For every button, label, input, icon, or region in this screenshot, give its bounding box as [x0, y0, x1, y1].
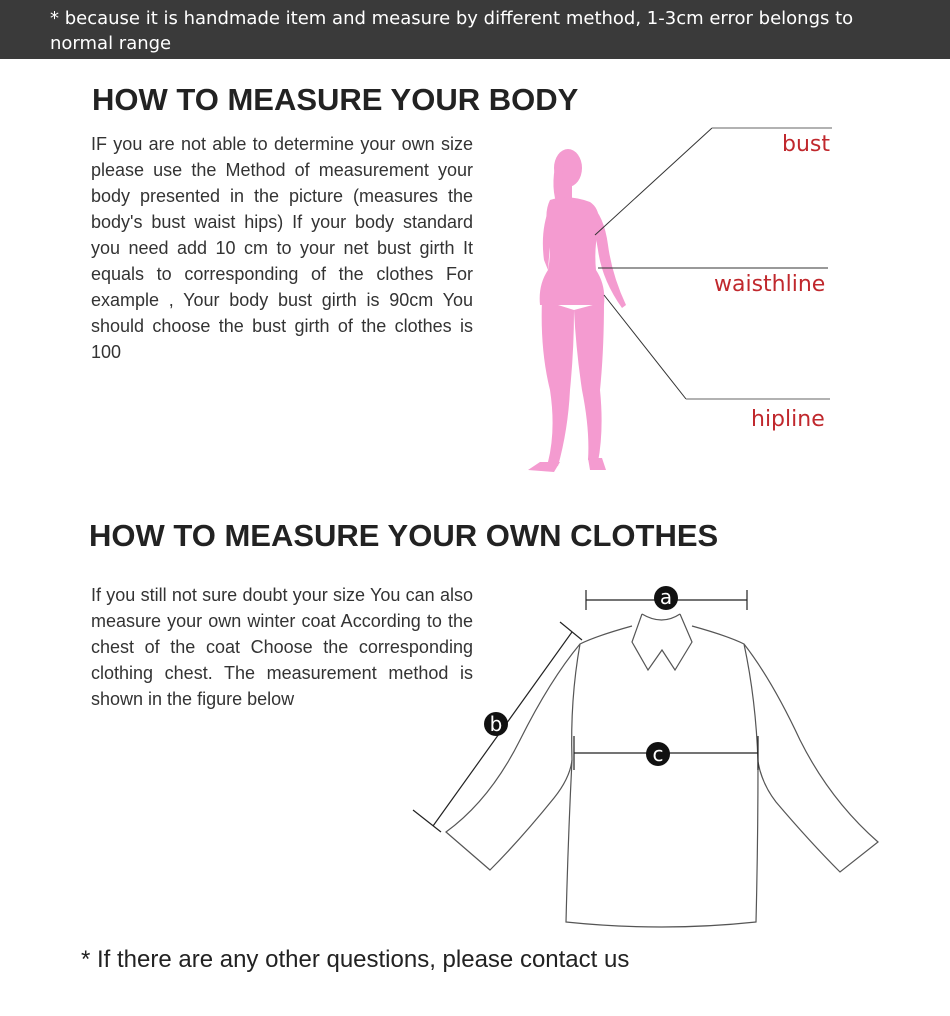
top-banner: [0, 0, 950, 59]
marker-a-letter: a: [659, 585, 673, 609]
bust-label: bust: [782, 132, 830, 157]
banner-note: * because it is handmade item and measure by different method, 1-3cm error belongs to normal range: [50, 8, 854, 54]
shirt-outline: [446, 614, 878, 927]
marker-b-letter: b: [489, 712, 503, 736]
clothes-section-title: HOW TO MEASURE YOUR OWN CLOTHES: [89, 518, 719, 553]
body-section-title: HOW TO MEASURE YOUR BODY: [92, 82, 579, 117]
clothes-measurement-figure: [400, 570, 900, 940]
contact-note: * If there are any other questions, please contact us: [81, 946, 630, 973]
body-measurement-figure: [510, 110, 890, 510]
body-section-paragraph: IF you are not able to determine your own size please use the Method of measurement your body presented in the picture (measures the body's bust waist hips) If your body standard you need add 10 cm to your net bust girth It equals to corresponding of the clothes For example , Your body bust girth is 90cm You should choose the bust girth of the clothes is 100: [91, 134, 473, 362]
marker-c-letter: c: [652, 742, 664, 766]
hipline-label: hipline: [751, 407, 825, 432]
woman-silhouette: [528, 149, 626, 472]
clothes-section-paragraph: If you still not sure doubt your size You can also measure your own winter coat According to the chest of the coat Choose the corresponding clothing chest. The measurement method is shown in the figure below: [91, 585, 473, 709]
waistline-label: waisthline: [714, 272, 826, 297]
